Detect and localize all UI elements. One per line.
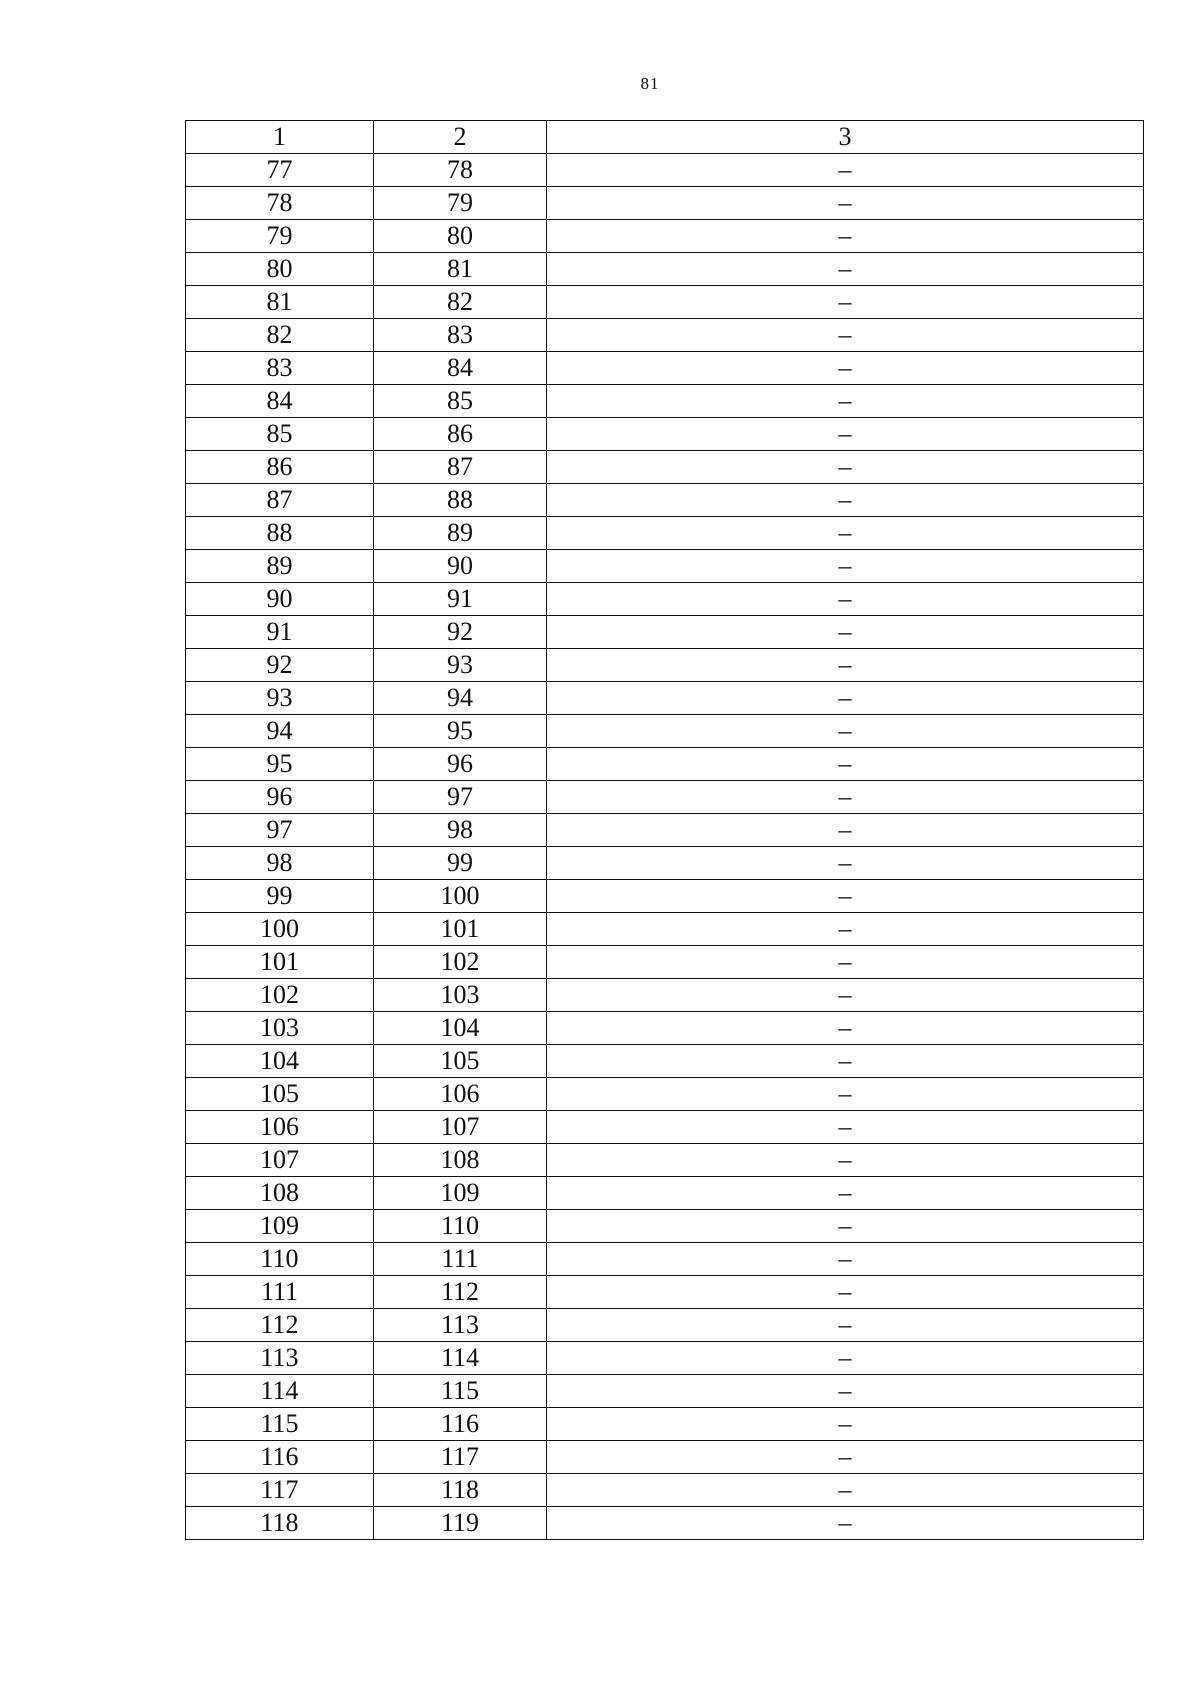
table-cell-col-3: –: [547, 1045, 1144, 1078]
table-cell-col-2: 119: [374, 1507, 547, 1540]
table-cell-col-1: 118: [186, 1507, 374, 1540]
table-row: [186, 1144, 1144, 1177]
table-cell-col-2: 114: [374, 1342, 547, 1375]
table-cell-col-3: –: [547, 682, 1144, 715]
table-cell-col-2: 94: [374, 682, 547, 715]
table-cell-col-1: 108: [186, 1177, 374, 1210]
table-cell-col-3: –: [547, 616, 1144, 649]
table-cell-col-1: 91: [186, 616, 374, 649]
table-cell-col-1: 97: [186, 814, 374, 847]
table-cell-col-1: 110: [186, 1243, 374, 1276]
table-cell-col-1: 114: [186, 1375, 374, 1408]
table-cell-col-3: –: [547, 748, 1144, 781]
table-cell-col-1: 105: [186, 1078, 374, 1111]
table-row: [186, 1276, 1144, 1309]
table-cell-col-1: 87: [186, 484, 374, 517]
table-cell-col-3: –: [547, 1342, 1144, 1375]
table-cell-col-3: –: [547, 913, 1144, 946]
table-cell-col-3: –: [547, 880, 1144, 913]
table-cell-col-3: –: [547, 517, 1144, 550]
table-row: [186, 1012, 1144, 1045]
table-cell-col-1: 78: [186, 187, 374, 220]
table-cell-col-3: –: [547, 1309, 1144, 1342]
table-row: [186, 748, 1144, 781]
table-cell-col-2: 87: [374, 451, 547, 484]
table-cell-col-1: 107: [186, 1144, 374, 1177]
table-row: [186, 352, 1144, 385]
table-row: [186, 1210, 1144, 1243]
table-row: [186, 913, 1144, 946]
table-cell-col-1: 103: [186, 1012, 374, 1045]
table-cell-col-2: 78: [374, 154, 547, 187]
table-cell-col-2: 95: [374, 715, 547, 748]
table-cell-col-3: –: [547, 649, 1144, 682]
table-cell-col-1: 95: [186, 748, 374, 781]
table-row: [186, 715, 1144, 748]
column-header-3: 3: [547, 121, 1144, 154]
table-cell-col-3: –: [547, 1408, 1144, 1441]
table-cell-col-3: –: [547, 814, 1144, 847]
table-cell-col-1: 104: [186, 1045, 374, 1078]
table-row: [186, 979, 1144, 1012]
table-cell-col-3: –: [547, 286, 1144, 319]
table-cell-col-3: –: [547, 187, 1144, 220]
table-cell-col-3: –: [547, 715, 1144, 748]
table-cell-col-3: –: [547, 1177, 1144, 1210]
table-cell-col-1: 109: [186, 1210, 374, 1243]
table-row: [186, 1177, 1144, 1210]
table-cell-col-1: 113: [186, 1342, 374, 1375]
table-cell-col-3: –: [547, 385, 1144, 418]
table-cell-col-2: 91: [374, 583, 547, 616]
table-cell-col-2: 115: [374, 1375, 547, 1408]
table-cell-col-3: –: [547, 1012, 1144, 1045]
table-cell-col-3: –: [547, 451, 1144, 484]
table-cell-col-2: 100: [374, 880, 547, 913]
table-cell-col-2: 106: [374, 1078, 547, 1111]
table-header-row: [186, 121, 1144, 154]
table-cell-col-2: 118: [374, 1474, 547, 1507]
table-cell-col-2: 107: [374, 1111, 547, 1144]
column-header-1: 1: [186, 121, 374, 154]
table-row: [186, 880, 1144, 913]
table-cell-col-2: 108: [374, 1144, 547, 1177]
table-cell-col-1: 84: [186, 385, 374, 418]
table-row: [186, 1045, 1144, 1078]
page-number: 81: [640, 74, 660, 93]
table-row: [186, 187, 1144, 220]
table-cell-col-3: –: [547, 154, 1144, 187]
table-cell-col-2: 99: [374, 847, 547, 880]
table-cell-col-1: 112: [186, 1309, 374, 1342]
table-row: [186, 1243, 1144, 1276]
table-cell-col-3: –: [547, 946, 1144, 979]
table-row: [186, 1375, 1144, 1408]
table-cell-col-3: –: [547, 1243, 1144, 1276]
table-cell-col-3: –: [547, 979, 1144, 1012]
table-cell-col-3: –: [547, 1144, 1144, 1177]
table-cell-col-3: –: [547, 1441, 1144, 1474]
table-cell-col-1: 115: [186, 1408, 374, 1441]
table-cell-col-1: 101: [186, 946, 374, 979]
table-row: [186, 1474, 1144, 1507]
table-cell-col-1: 90: [186, 583, 374, 616]
table-cell-col-1: 116: [186, 1441, 374, 1474]
table-row: [186, 418, 1144, 451]
table-cell-col-2: 88: [374, 484, 547, 517]
table-cell-col-1: 80: [186, 253, 374, 286]
table-row: [186, 253, 1144, 286]
table-cell-col-2: 117: [374, 1441, 547, 1474]
table-cell-col-2: 97: [374, 781, 547, 814]
table-cell-col-2: 93: [374, 649, 547, 682]
table-row: [186, 451, 1144, 484]
table-cell-col-3: –: [547, 1276, 1144, 1309]
table-cell-col-2: 79: [374, 187, 547, 220]
table-cell-col-2: 90: [374, 550, 547, 583]
table-cell-col-3: –: [547, 1474, 1144, 1507]
table-cell-col-3: –: [547, 352, 1144, 385]
table-cell-col-3: –: [547, 418, 1144, 451]
table-cell-col-3: –: [547, 1375, 1144, 1408]
table-cell-col-3: –: [547, 220, 1144, 253]
table-row: [186, 1408, 1144, 1441]
table-cell-col-1: 100: [186, 913, 374, 946]
table-cell-col-2: 109: [374, 1177, 547, 1210]
table-cell-col-1: 106: [186, 1111, 374, 1144]
table-cell-col-2: 101: [374, 913, 547, 946]
table-row: [186, 550, 1144, 583]
table-cell-col-2: 116: [374, 1408, 547, 1441]
table-cell-col-2: 83: [374, 319, 547, 352]
table-cell-col-2: 103: [374, 979, 547, 1012]
table-cell-col-2: 96: [374, 748, 547, 781]
table-row: [186, 616, 1144, 649]
table-cell-col-3: –: [547, 550, 1144, 583]
table-cell-col-3: –: [547, 1210, 1144, 1243]
table-row: [186, 1309, 1144, 1342]
table-row: [186, 781, 1144, 814]
table-row: [186, 814, 1144, 847]
table-cell-col-2: 82: [374, 286, 547, 319]
table-row: [186, 286, 1144, 319]
table-cell-col-3: –: [547, 583, 1144, 616]
table-cell-col-1: 77: [186, 154, 374, 187]
table-cell-col-1: 99: [186, 880, 374, 913]
table-cell-col-1: 111: [186, 1276, 374, 1309]
table-row: [186, 517, 1144, 550]
table-cell-col-3: –: [547, 1507, 1144, 1540]
table-cell-col-2: 85: [374, 385, 547, 418]
table-cell-col-2: 110: [374, 1210, 547, 1243]
table-row: [186, 220, 1144, 253]
table-row: [186, 946, 1144, 979]
table-cell-col-1: 93: [186, 682, 374, 715]
table-cell-col-3: –: [547, 781, 1144, 814]
table-cell-col-1: 94: [186, 715, 374, 748]
table-cell-col-3: –: [547, 847, 1144, 880]
table-cell-col-1: 92: [186, 649, 374, 682]
table-cell-col-2: 111: [374, 1243, 547, 1276]
table-cell-col-3: –: [547, 484, 1144, 517]
table-cell-col-2: 89: [374, 517, 547, 550]
column-header-2: 2: [374, 121, 547, 154]
table-row: [186, 154, 1144, 187]
table-cell-col-3: –: [547, 1078, 1144, 1111]
table-row: [186, 1342, 1144, 1375]
table-cell-col-1: 82: [186, 319, 374, 352]
table-cell-col-2: 86: [374, 418, 547, 451]
table-cell-col-1: 89: [186, 550, 374, 583]
table-body: [186, 121, 1144, 1540]
table-cell-col-3: –: [547, 319, 1144, 352]
table-row: [186, 319, 1144, 352]
table-row: [186, 1507, 1144, 1540]
table-cell-col-2: 81: [374, 253, 547, 286]
table-cell-col-1: 88: [186, 517, 374, 550]
table-cell-col-1: 117: [186, 1474, 374, 1507]
table-row: [186, 649, 1144, 682]
table-cell-col-2: 113: [374, 1309, 547, 1342]
table-cell-col-3: –: [547, 253, 1144, 286]
table-cell-col-2: 92: [374, 616, 547, 649]
table-row: [186, 385, 1144, 418]
table-cell-col-1: 79: [186, 220, 374, 253]
table-cell-col-2: 105: [374, 1045, 547, 1078]
table-row: [186, 583, 1144, 616]
table-row: [186, 1111, 1144, 1144]
table-cell-col-2: 102: [374, 946, 547, 979]
table-row: [186, 1078, 1144, 1111]
table-cell-col-1: 96: [186, 781, 374, 814]
table-cell-col-1: 83: [186, 352, 374, 385]
table-cell-col-2: 80: [374, 220, 547, 253]
table-cell-col-1: 98: [186, 847, 374, 880]
table-cell-col-2: 98: [374, 814, 547, 847]
table-row: [186, 847, 1144, 880]
table-cell-col-2: 84: [374, 352, 547, 385]
data-table: [185, 120, 1144, 1540]
table-cell-col-1: 85: [186, 418, 374, 451]
table-row: [186, 484, 1144, 517]
table-row: [186, 1441, 1144, 1474]
table-cell-col-1: 81: [186, 286, 374, 319]
table-cell-col-1: 86: [186, 451, 374, 484]
table-cell-col-2: 112: [374, 1276, 547, 1309]
table-cell-col-1: 102: [186, 979, 374, 1012]
table-row: [186, 682, 1144, 715]
table-cell-col-3: –: [547, 1111, 1144, 1144]
table-cell-col-2: 104: [374, 1012, 547, 1045]
